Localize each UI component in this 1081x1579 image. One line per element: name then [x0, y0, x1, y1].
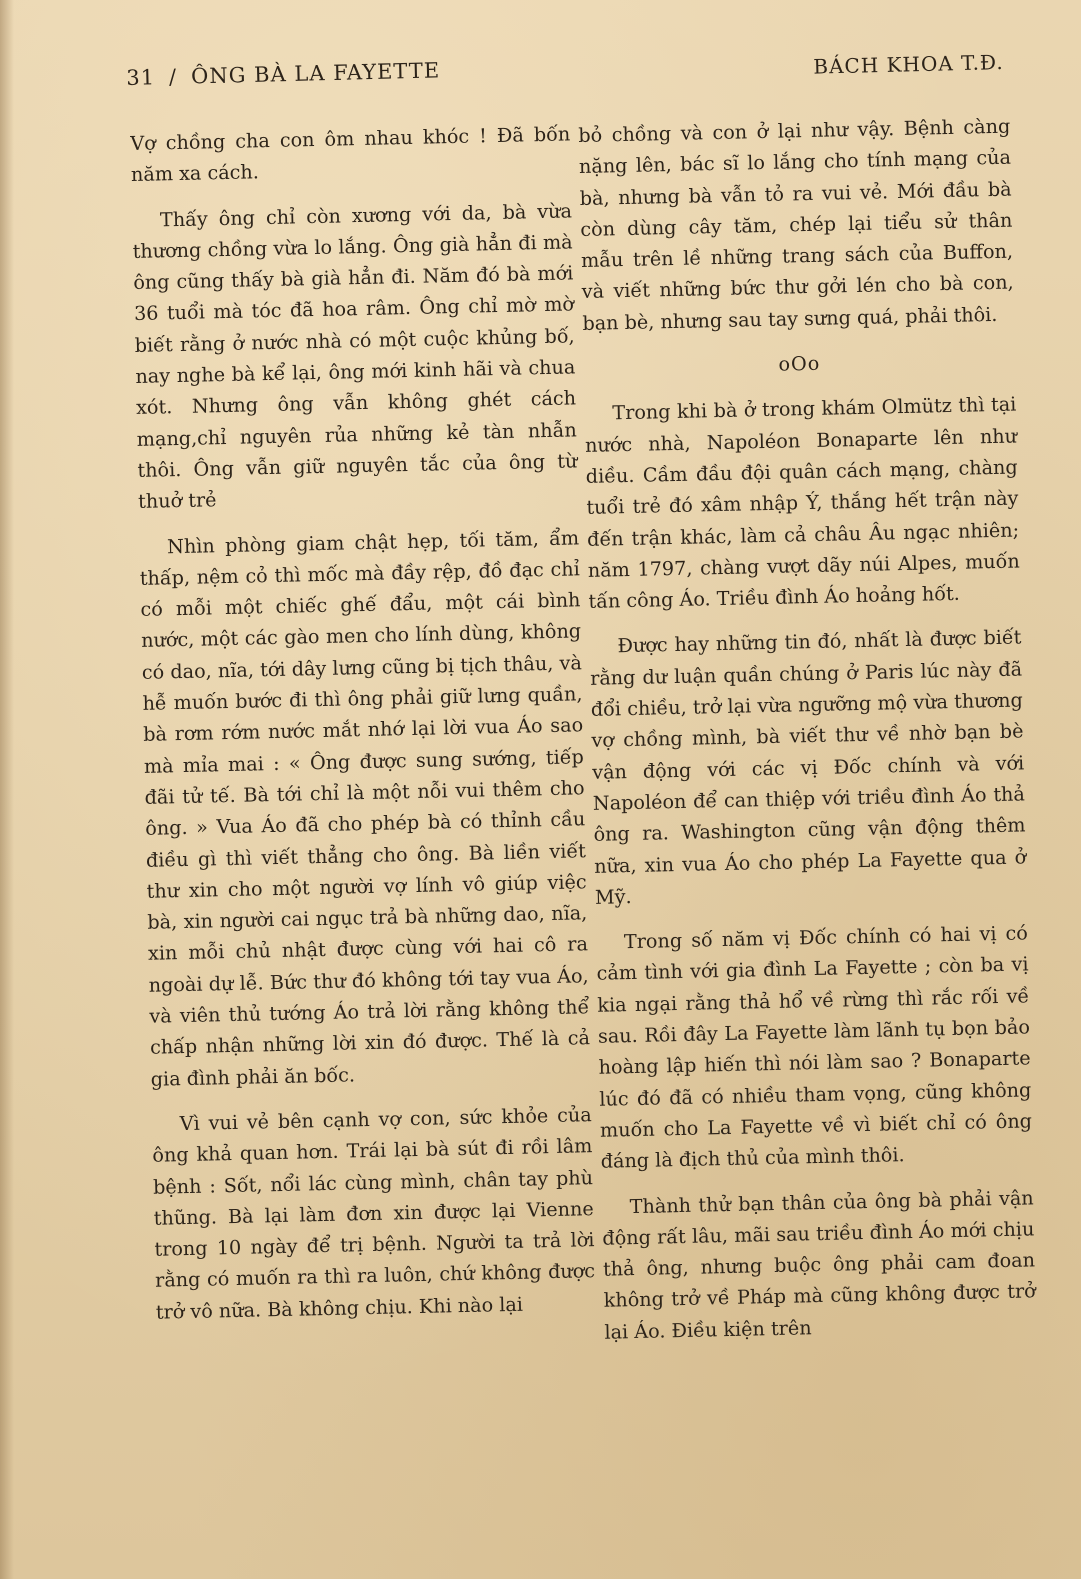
- running-header: [0, 0, 1081, 110]
- paragraph: Vợ chồng cha con ôm nhau khóc ! Đã bốn năm xa cách.: [130, 122, 571, 187]
- paragraph: Được hay những tin đó, nhất là được biết rằng dư luận quần chúng ở Paris lúc này đã đổi chiều, trở lại vừa ngưỡng mộ vừa thương vợ chồng mình, bà viết thư về nhờ bạn bè vận động với các vị Đốc chính và với Napoléon để can thiệp với triều đình Áo thả ông ra. Washington cũng vận động thêm nữa, xin vua Áo cho phép La Fayette qua ở Mỹ.: [589, 625, 1027, 909]
- paragraph: Nhìn phòng giam chật hẹp, tối tăm, ẩm thấp, nệm cỏ thì mốc mà đầy rệp, đồ đạc chỉ có mỗi một chiếc ghế đẩu, một cái bình nước, một các gào men cho lính dùng, không có dao, nĩa, tới dây lưng cũng bị tịch thâu, và hễ muốn bước đi thì ông phải giữ lưng quần, bà rơm rớm nước mắt nhớ lại lời vua Áo sao mà mỉa mai : « Ông được sung sướng, tiếp đãi tử tế. Bà tới chỉ là một nỗi vui thêm cho ông. » Vua Áo đã cho phép bà có thỉnh cầu điều gì thì viết thẳng cho ông. Bà liền viết thư xin cho một người vợ lính vô giúp việc bà, xin người cai ngục trả bà những dao, nĩa, xin mỗi chủ nhật được cùng với hai cô ra ngoài dự lễ. Bức thư đó không tới tay vua Áo, và viên thủ tướng Áo trả lời rằng không thể chấp nhận những lời xin đó được. Thế là cả gia đình phải ăn bốc.: [139, 525, 591, 1091]
- paragraph: bỏ chồng và con ở lại như vậy. Bệnh càng nặng lên, bác sĩ lo lắng cho tính mạng của bà, nhưng bà vẫn tỏ ra vui vẻ. Mới đầu bà còn dùng cây tăm, chép lại tiểu sử thân mẫu trên lề những trang sách của Buffon, và viết những bức thư gởi lén cho bà con, bạn bè, nhưng sau tay sưng quá, phải thôi.: [578, 114, 1014, 335]
- paragraph: Trong khi bà ở trong khám Olmütz thì tại nước nhà, Napoléon Bonaparte lên như diều. Cầm đầu đội quân cách mạng, chàng tuổi trẻ đó xâm nhập Ý, thắng hết trận này đến trận khác, làm cả châu Âu ngạc nhiên; năm 1797, chàng vượt dãy núi Alpes, muốn tấn công Áo. Triều đình Áo hoảng hốt.: [584, 392, 1020, 614]
- page-edge-shadow: [0, 0, 14, 1579]
- paragraph: Thành thử bạn thân của ông bà phải vận động rất lâu, mãi sau triều đình Áo mới chịu thả ông, nhưng buộc ông phải cam đoan không trở về Pháp mà cũng không được trở lại Áo. Điều kiện trên: [602, 1185, 1036, 1344]
- left-column: [130, 118, 601, 1567]
- journal-name: BÁCH KHOA T.Đ.: [812, 50, 1004, 79]
- folio: [126, 58, 440, 90]
- page-number: 31: [126, 65, 156, 90]
- paragraph: Trong số năm vị Đốc chính có hai vị có cảm tình với gia đình La Fayette ; còn ba vị kia ngại rằng thả hổ về rừng thì rắc rối về sau. Rồi đây La Fayette làm lãnh tụ bọn bảo hoàng lập hiến thì nói làm sao ? Bonaparte lúc đó đã có nhiều tham vọng, cũng không muốn cho La Fayette về vì biết chỉ có ông đáng là địch thủ của mình thôi.: [596, 921, 1033, 1173]
- right-column: [578, 111, 1041, 1560]
- article-title: ÔNG BÀ LA FAYETTE: [190, 58, 441, 89]
- section-separator: oOo: [778, 351, 821, 376]
- header-slash: /: [168, 64, 178, 89]
- paragraph: Vì vui vẻ bên cạnh vợ con, sức khỏe của ông khả quan hơn. Trái lại bà sút đi rồi lâm bệnh : Sốt, nổi lác cùng mình, chân tay phù thũng. Bà lại làm đơn xin được lại Vienne trong 10 ngày để trị bệnh. Người ta trả lời rằng có muốn ra thì ra luôn, chứ không được trở vô nữa. Bà không chịu. Khi nào lại: [152, 1103, 596, 1324]
- paragraph: Thấy ông chỉ còn xương với da, bà vừa thương chồng vừa lo lắng. Ông già hẳn đi mà ông cũng thấy bà già hẳn đi. Năm đó bà mới 36 tuổi mà tóc đã hoa râm. Ông chỉ mờ mờ biết rằng ở nước nhà có một cuộc khủng bố, nay nghe bà kể lại, ông mới kinh hãi và chua xót. Nhưng ông vẫn không ghét cách mạng,chỉ nguyên rủa những kẻ tàn nhẫn thôi. Ông vẫn giữ nguyên tắc của ông từ thuở trẻ: [132, 198, 578, 514]
